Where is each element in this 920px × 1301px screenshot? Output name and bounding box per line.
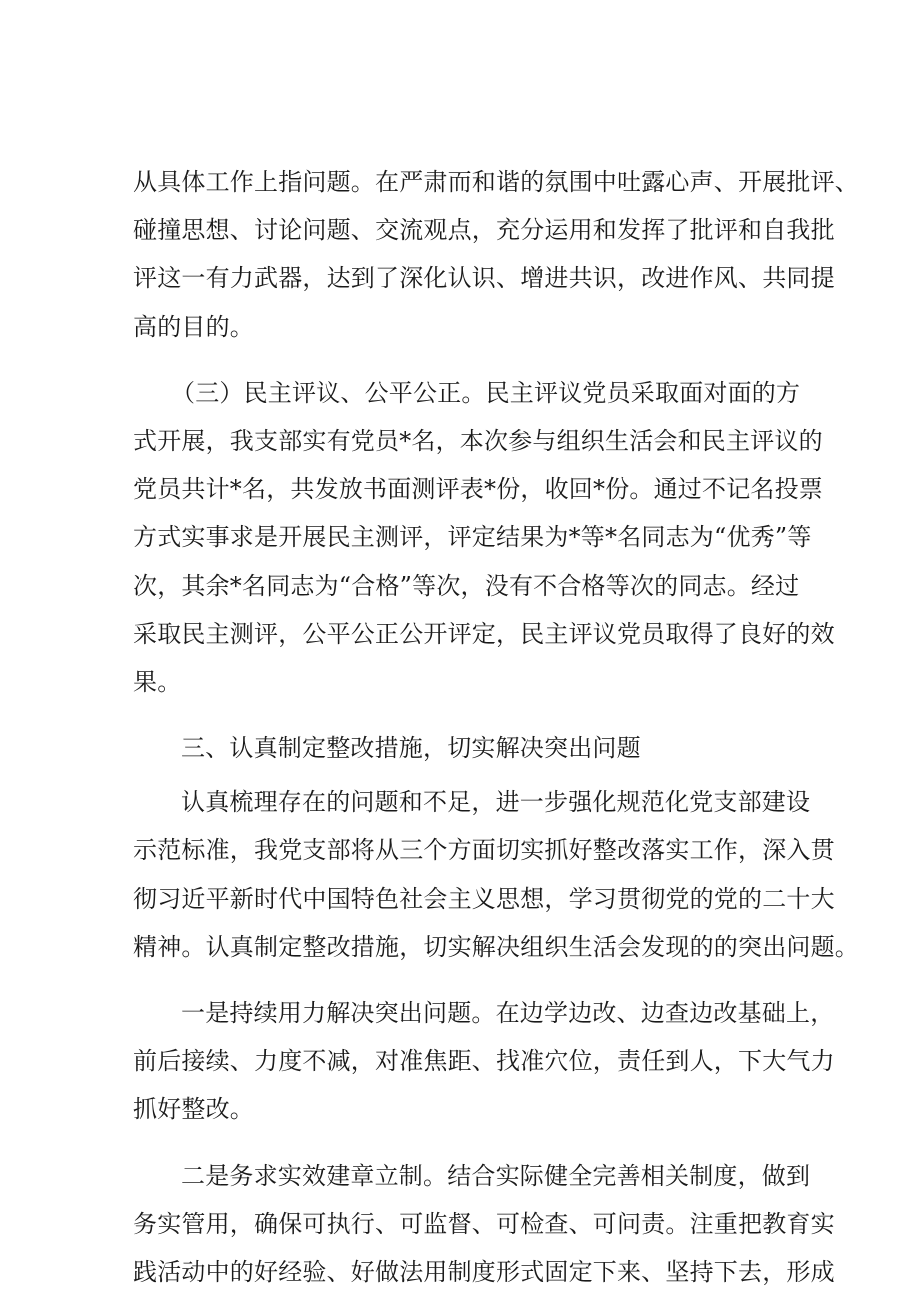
paragraph-line: 党员共计*名，共发放书面测评表*份，收回*份。通过不记名投票 (133, 475, 823, 504)
paragraph-line: 示范标准，我党支部将从三个方面切实抓好整改落实工作，深入贯 (133, 836, 835, 865)
paragraph-line: 碰撞思想、讨论问题、交流观点，充分运用和发挥了批评和自我批 (133, 216, 835, 245)
paragraph-1 (133, 158, 859, 351)
paragraph-line: 采取民主测评，公平公正公开评定，民主评议党员取得了良好的效 (133, 619, 835, 648)
paragraph-line: 高的目的。 (133, 312, 254, 341)
paragraph-line: 次，其余*名同志为“合格”等次，没有不合格等次的同志。经过 (133, 571, 800, 600)
paragraph-line: 果。 (133, 667, 182, 696)
paragraph-line: 彻习近平新时代中国特色社会主义思想，学习贯彻党的党的二十大 (133, 884, 835, 913)
paragraph-line: 践活动中的好经验、好做法用制度形式固定下来、坚持下去，形成 (133, 1257, 835, 1286)
paragraph-line: 二是务求实效建章立制。结合实际健全完善相关制度，做到 (181, 1161, 811, 1190)
paragraph-line: 评这一有力武器，达到了深化认识、增进共识，改进作风、共同提 (133, 264, 835, 293)
paragraph-gap (133, 706, 798, 724)
paragraph-gap (133, 971, 798, 989)
paragraph-gap (133, 351, 798, 369)
paragraph-line: 一是持续用力解决突出问题。在边学边改、边查边改基础上， (181, 999, 835, 1027)
paragraph-line: 认真梳理存在的问题和不足，进一步强化规范化党支部建设 (181, 788, 811, 817)
paragraph-4 (133, 778, 859, 971)
paragraph-line: 式开展，我支部实有党员*名，本次参与组织生活会和民主评议的 (133, 426, 823, 455)
paragraph-6 (133, 1152, 835, 1297)
paragraph-line: 精神。认真制定整改措施，切实解决组织生活会发现的的突出问题。 (133, 932, 859, 961)
paragraph-line: （三）民主评议、公平公正。民主评议党员采取面对面的方 (171, 378, 801, 407)
document-body (133, 158, 859, 1296)
paragraph-5 (133, 989, 835, 1134)
paragraph-line: 从具体工作上指问题。在严肃而和谐的氛围中吐露心声、开展批评、 (133, 168, 859, 196)
paragraph-line: 抓好整改。 (133, 1095, 254, 1124)
paragraph-line: 务实管用，确保可执行、可监督、可检查、可问责。注重把教育实 (133, 1209, 835, 1238)
section-heading-text: 三、认真制定整改措施，切实解决突出问题 (181, 734, 641, 763)
paragraph-2 (133, 369, 835, 706)
paragraph-line: 方式实事求是开展民主测评，评定结果为*等*名同志为“优秀”等 (133, 523, 812, 552)
section-heading (133, 724, 798, 772)
paragraph-line: 前后接续、力度不减，对准焦距、找准穴位，责任到人，下大气力 (133, 1047, 835, 1076)
paragraph-gap (133, 1134, 798, 1152)
